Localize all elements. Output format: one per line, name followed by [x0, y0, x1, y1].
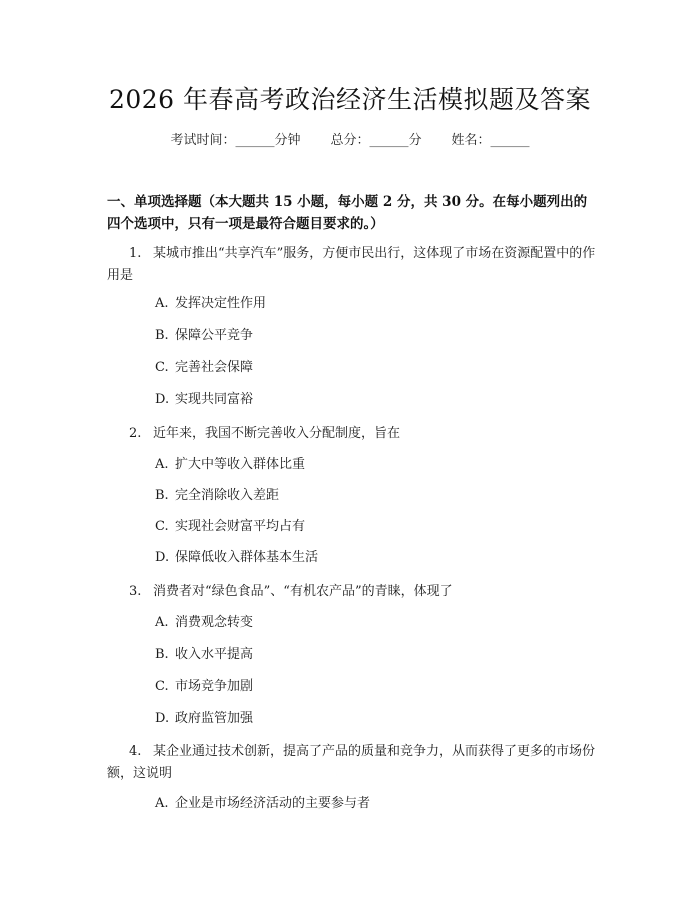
- option-2c: [155, 517, 595, 537]
- option-text: 企业是市场经济活动的主要参与者: [175, 796, 371, 811]
- option-text: 实现共同富裕: [175, 392, 254, 407]
- exam-score: 总分：______分: [330, 133, 422, 148]
- option-letter: D.: [155, 550, 170, 565]
- option-letter: D.: [155, 392, 170, 407]
- option-text: 消费观念转变: [175, 615, 254, 630]
- option-3c: [155, 677, 595, 697]
- option-2b: [155, 486, 595, 506]
- option-1c: [155, 358, 595, 378]
- option-text: 政府监管加强: [175, 711, 254, 726]
- option-letter: D.: [155, 711, 170, 726]
- question-number: 3.: [129, 584, 142, 599]
- question-4: [107, 741, 599, 785]
- section-heading: 一、单项选择题（本大题共 15 小题，每小题 2 分，共 30 分。在每小题列出的四个选项中，只有一项是最符合题目要求的。）: [107, 194, 588, 232]
- option-3a: [155, 613, 595, 633]
- option-letter: B.: [155, 647, 169, 662]
- option-letter: B.: [155, 488, 169, 503]
- option-text: 保障公平竞争: [175, 328, 254, 343]
- option-1b: [155, 326, 595, 346]
- option-letter: A.: [155, 296, 169, 311]
- option-1d: [155, 390, 595, 410]
- option-letter: A.: [155, 796, 169, 811]
- option-text: 实现社会财富平均占有: [175, 519, 306, 534]
- option-letter: A.: [155, 457, 169, 472]
- question-3: [107, 581, 599, 603]
- option-3d: [155, 709, 595, 729]
- option-text: 完善社会保障: [175, 360, 254, 375]
- option-text: 保障低收入群体基本生活: [175, 550, 319, 565]
- option-letter: B.: [155, 328, 169, 343]
- question-text: 近年来，我国不断完善收入分配制度，旨在: [153, 426, 401, 441]
- option-text: 市场竞争加剧: [175, 679, 254, 694]
- option-text: 收入水平提高: [175, 647, 254, 662]
- exam-name: 姓名：______: [451, 133, 530, 148]
- option-letter: A.: [155, 615, 169, 630]
- option-2a: [155, 455, 595, 475]
- question-number: 1.: [129, 246, 142, 261]
- question-1: [107, 243, 599, 287]
- option-4a: [155, 794, 595, 814]
- option-text: 扩大中等收入群体比重: [175, 457, 306, 472]
- exam-meta: [0, 131, 700, 151]
- option-text: 完全消除收入差距: [175, 488, 280, 503]
- option-letter: C.: [155, 360, 169, 375]
- exam-time: 考试时间：______分钟: [170, 133, 301, 148]
- question-2: [107, 423, 599, 445]
- question-number: 2.: [129, 426, 142, 441]
- question-number: 4.: [129, 744, 142, 759]
- question-text: 某城市推出“共享汽车”服务，方便市民出行，这体现了市场在资源配置中的作用是: [107, 246, 596, 283]
- question-text: 消费者对“绿色食品”、“有机农产品”的青睐，体现了: [153, 584, 453, 599]
- option-2d: [155, 548, 595, 568]
- option-1a: [155, 294, 595, 314]
- option-3b: [155, 645, 595, 665]
- option-letter: C.: [155, 679, 169, 694]
- question-text: 某企业通过技术创新，提高了产品的质量和竞争力，从而获得了更多的市场份额，这说明: [107, 744, 596, 781]
- option-letter: C.: [155, 519, 169, 534]
- option-text: 发挥决定性作用: [175, 296, 267, 311]
- page-title: 2026 年春高考政治经济生活模拟题及答案: [108, 85, 592, 114]
